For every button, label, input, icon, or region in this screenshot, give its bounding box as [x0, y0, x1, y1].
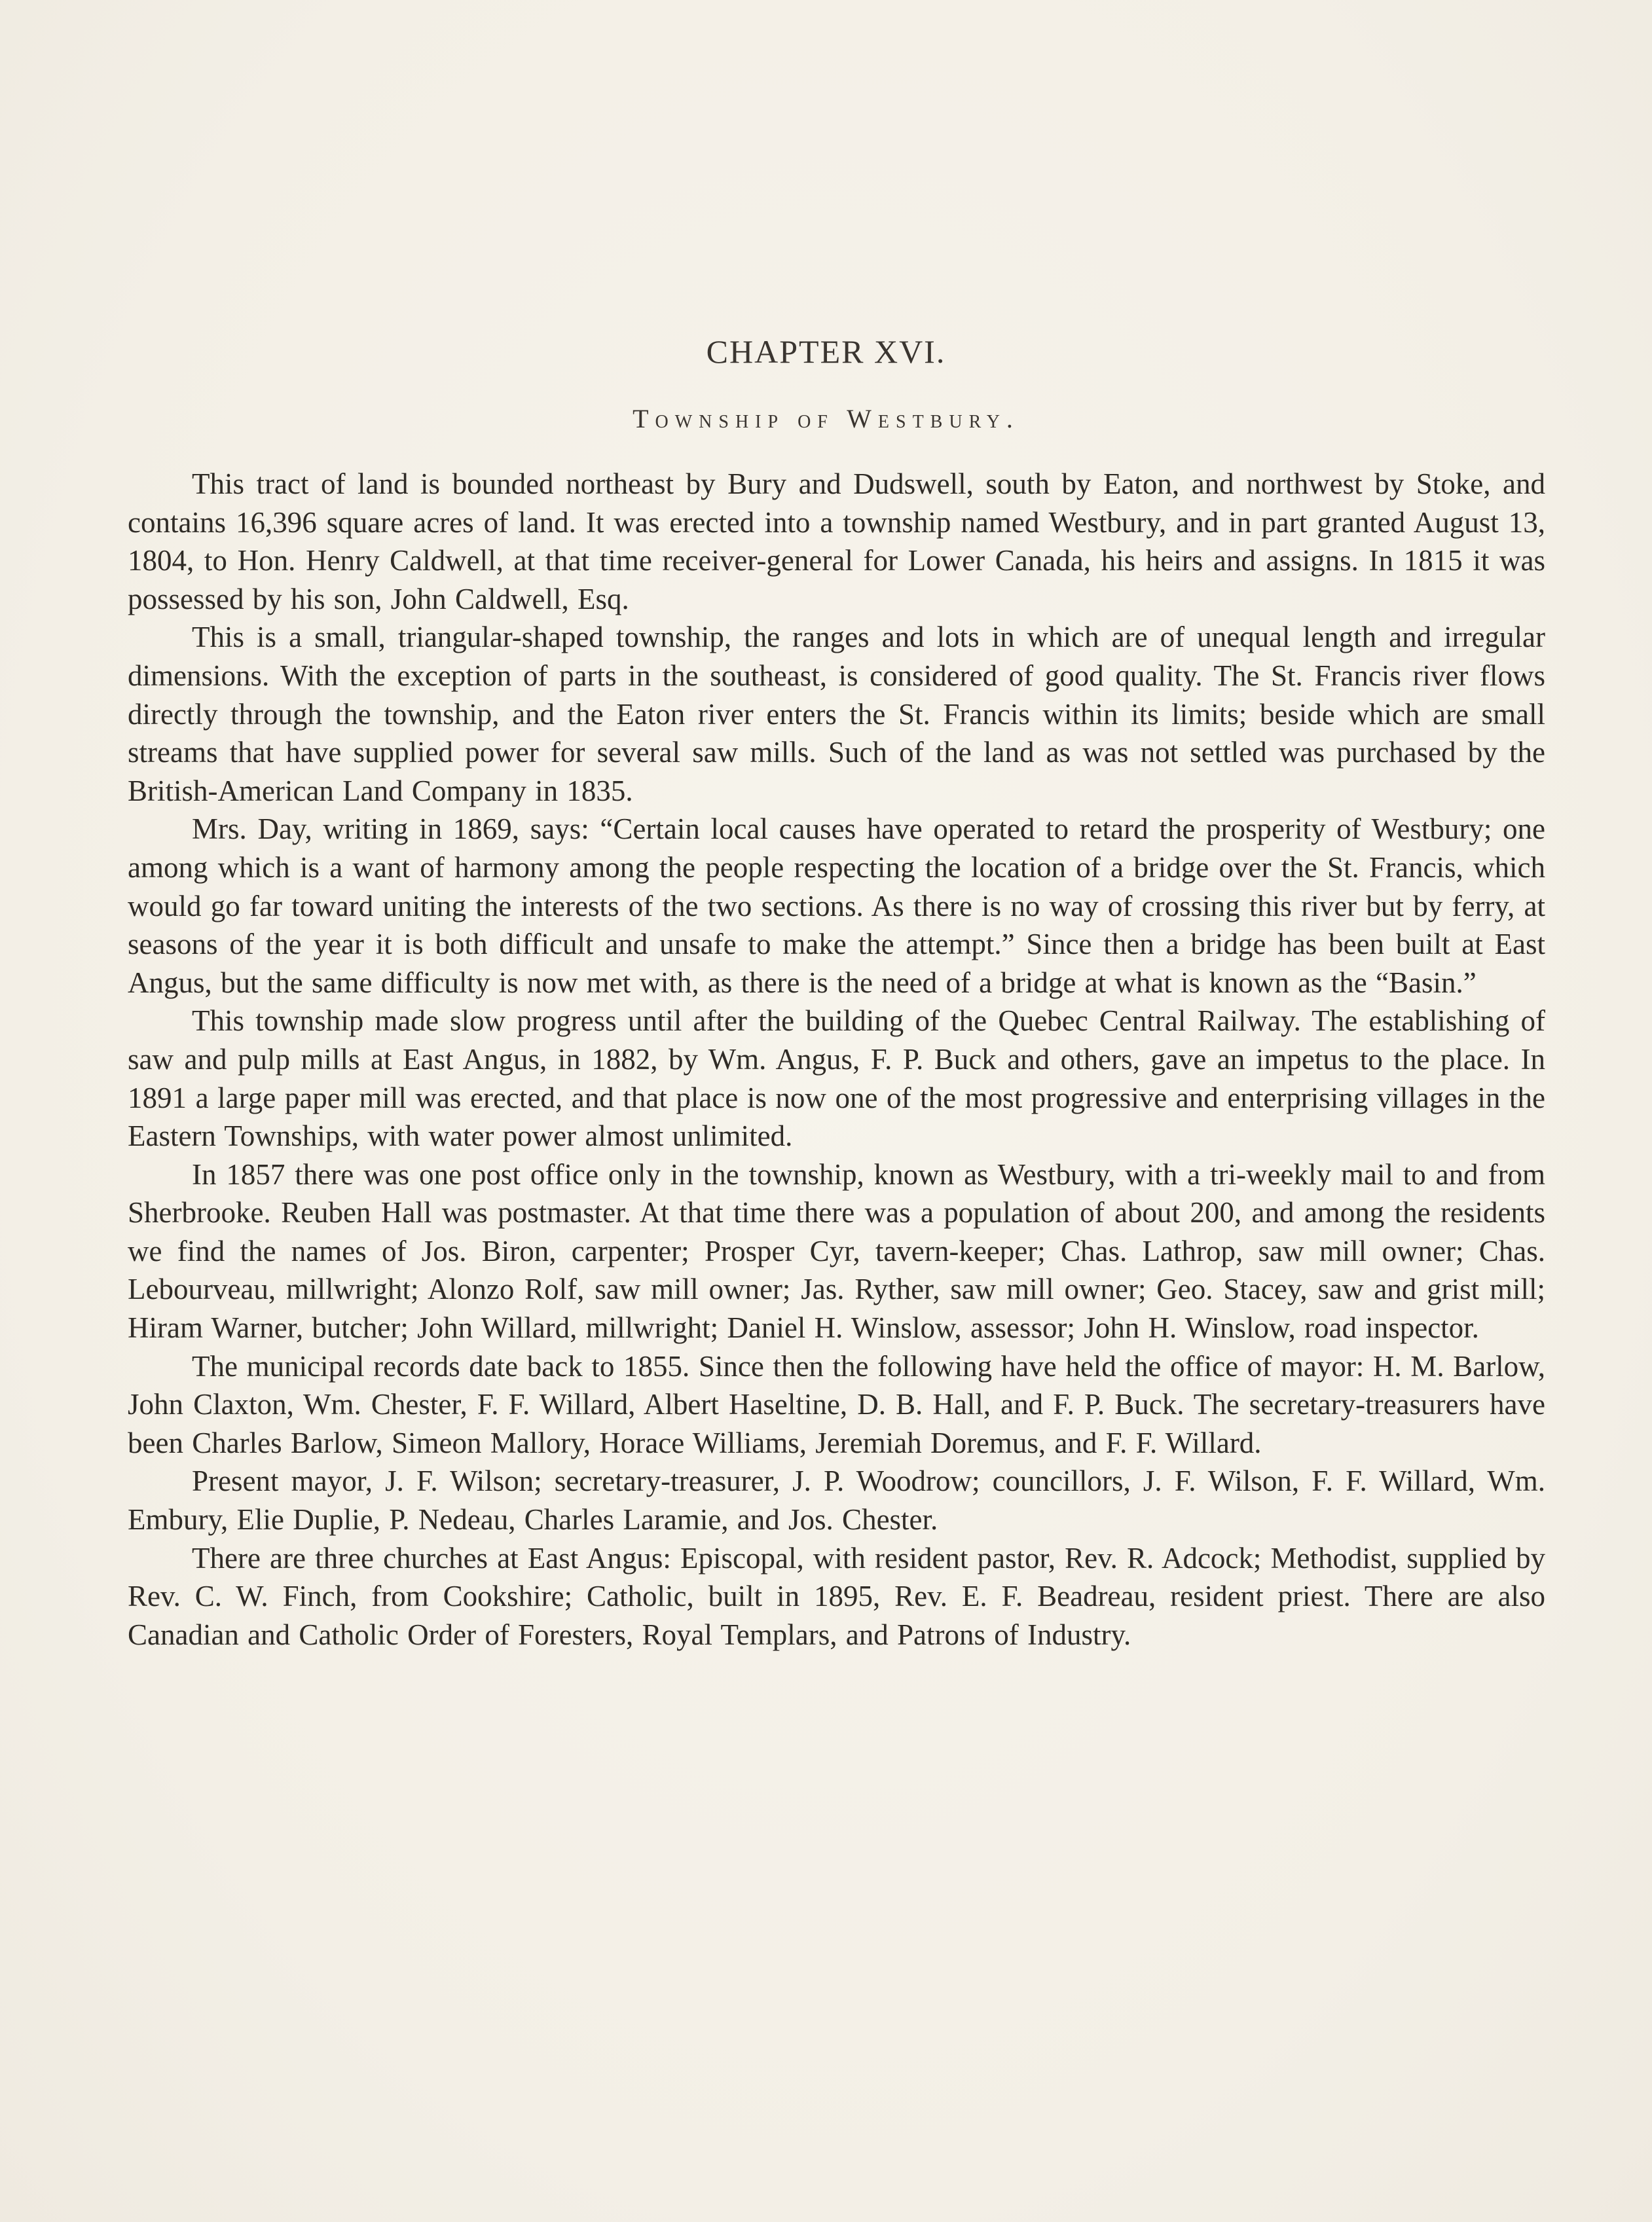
paragraph-mrs-day-quote: Mrs. Day, writing in 1869, says: “Certain local causes have operated to retard the prosperity of Westbury; one among which is a want of harmony among the people respecting the location of a bridge over the St. Francis, which would go far toward uniting the interests of the two sections. As there is no way of crossing this river but by ferry, at seasons of the year it is both difficult and unsafe to make the attempt.” Since then a bridge has been built at East Angus, but the same difficulty is now met with, as there is the need of a bridge at what is known as the “Basin.”: [128, 812, 1545, 999]
paragraph-progress: This township made slow progress until after the building of the Quebec Central Railway. The establishing of saw and pulp mills at East Angus, in 1882, by Wm. Angus, F. P. Buck and others, gave an impetus to the place. In 1891 a large paper mill was erected, and that place is now one of the most progressive and enterprising villages in the Eastern Townships, with water power almost unlimited.: [128, 1004, 1545, 1153]
paragraph-boundaries: This tract of land is bounded northeast by Bury and Dudswell, south by Eaton, and northwest by Stoke, and contains 16,396 square acres of land. It was erected into a township named Westbury, and in part granted August 13, 1804, to Hon. Henry Caldwell, at that time receiver-general for Lower Canada, his heirs and assigns. In 1815 it was possessed by his son, John Caldwell, Esq.: [128, 467, 1545, 615]
paragraph-post-office-1857: In 1857 there was one post office only in the township, known as Westbury, with a tri-weekly mail to and from Sherbrooke. Reuben Hall was postmaster. At that time there was a population of about 200, and among the residents we find the names of Jos. Biron, carpenter; Prosper Cyr, tavern-keeper; Chas. Lathrop, saw mill owner; Chas. Lebourveau, millwright; Alonzo Rolf, saw mill owner; Jas. Ryther, saw mill owner; Geo. Stacey, saw and grist mill; Hiram Warner, butcher; John Willard, millwright; Daniel H. Winslow, assessor; John H. Winslow, road inspector.: [128, 1157, 1545, 1345]
paragraph-churches: There are three churches at East Angus: Episcopal, with resident pastor, Rev. R. Adcock; Methodist, supplied by Rev. C. W. Finch, from Cookshire; Catholic, built in 1895, Rev. E. F. Beadreau, resident priest. There are also Canadian and Catholic Order of Foresters, Royal Templars, and Patrons of Industry.: [128, 1541, 1545, 1651]
chapter-heading: CHAPTER XVI.: [706, 333, 946, 370]
paragraph-present-council: Present mayor, J. F. Wilson; secretary-treasurer, J. P. Woodrow; councillors, J. F. Wilson, F. F. Willard, Wm. Embury, Elie Duplie, P. Nedeau, Charles Laramie, and Jos. Chester.: [128, 1465, 1545, 1537]
paragraph-municipal-records: The municipal records date back to 1855. Since then the following have held the office of mayor: H. M. Barlow, John Claxton, Wm. Chester, F. F. Willard, Albert Haseltine, D. B. Hall, and F. P. Buck. The secretary-treasurers have been Charles Barlow, Simeon Mallory, Horace Williams, Jeremiah Doremus, and F. F. Willard.: [128, 1349, 1545, 1459]
paragraph-description: This is a small, triangular-shaped township, the ranges and lots in which are of unequal length and irregular dimensions. With the exception of parts in the southeast, is considered of good quality. The St. Francis river flows directly through the township, and the Eaton river enters the St. Francis within its limits; beside which are small streams that have supplied power for several saw mills. Such of the land as was not settled was purchased by the British-American Land Company in 1835.: [128, 621, 1545, 807]
section-heading: Township of Westbury.: [633, 404, 1019, 433]
chapter-body: [128, 465, 1545, 1654]
